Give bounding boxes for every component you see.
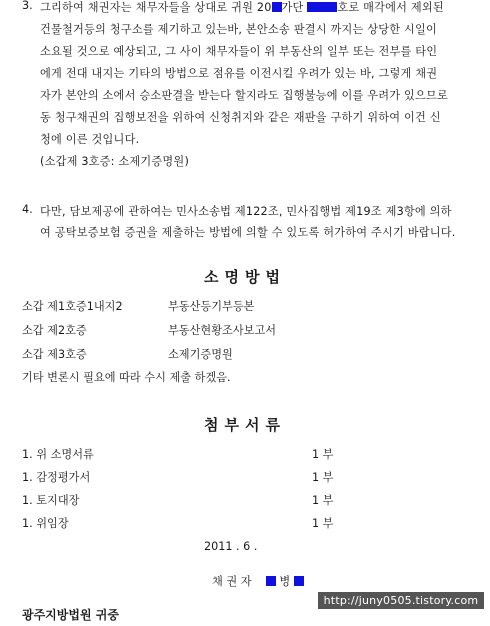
item-3-line-1 — [40, 0, 470, 15]
creditor-line — [212, 573, 304, 589]
item-3-number: 3. — [22, 0, 33, 12]
evidence-label: 소갑 제1호증1내지2 — [22, 300, 123, 313]
item-3-line-1-mid: 가단 — [281, 1, 304, 14]
item-3-evidence-note: (소갑제 3호증: 소제기증명원) — [40, 155, 190, 168]
creditor-label: 채 권 자 — [212, 575, 252, 588]
attachment-quantity: 1 부 — [312, 517, 334, 530]
evidence-label: 소갑 제2호증 — [22, 324, 87, 337]
item-4-line-2: 여 공탁보증보험 증권을 제출하는 방법에 의할 수 있도록 허가하여 주시기 바랍니다. — [40, 226, 456, 239]
attachment-quantity: 1 부 — [312, 471, 334, 484]
item-3-line-2: 건물철거등의 청구소를 제기하고 있는바, 본안소송 판결시 까지는 상당한 시일이 — [40, 23, 438, 36]
item-3-line-7: 청에 이른 것입니다. — [40, 133, 140, 146]
attachment-quantity: 1 부 — [312, 448, 334, 461]
attachment-item: 1. 위 소명서류 — [22, 448, 94, 461]
attachment-item: 1. 위임장 — [22, 517, 69, 530]
item-3-line-1-start: 그리하여 채권자는 채무자들을 상대로 귀원 20 — [40, 1, 272, 14]
blog-watermark: http://juny0505.tistory.com — [318, 592, 484, 609]
evidence-document: 소제기증명원 — [168, 348, 233, 361]
item-3-line-4: 에게 전대 내지는 기타의 방법으로 점유를 이전시킬 우려가 있는 바, 그렇게 채권 — [40, 67, 438, 80]
item-3-line-1-end: 호로 매각에서 제외된 — [337, 1, 444, 14]
attachment-quantity: 1 부 — [312, 494, 334, 507]
evidence-label: 소갑 제3호증 — [22, 348, 87, 361]
redaction-block — [272, 2, 282, 12]
item-3-line-6: 동 청구채권의 집행보전을 위하여 신청취지와 같은 재판을 구하기 위하여 이건 신 — [40, 111, 441, 124]
filing-date: 2011 . 6 . — [204, 540, 258, 553]
proof-note: 기타 변론시 필요에 따라 수시 제출 하겠음. — [22, 371, 231, 384]
attachment-item: 1. 토지대장 — [22, 494, 80, 507]
creditor-name-middle: 병 — [279, 575, 291, 588]
redaction-block — [266, 576, 276, 586]
redaction-block — [294, 576, 304, 586]
item-4-line-1: 다만, 담보제공에 관하여는 민사소송법 제122조, 민사집행법 제19조 제3항에 의하 — [40, 205, 452, 218]
item-4-number: 4. — [22, 203, 33, 216]
item-3-line-3: 소요될 것으로 예상되고, 그 사이 채무자들이 위 부동산의 일부 또는 전부를 타인 — [40, 45, 438, 58]
redaction-block — [307, 2, 337, 12]
evidence-document: 부동산현황조사보고서 — [168, 324, 277, 337]
attachments-heading: 첨부서류 — [204, 416, 286, 434]
court-addressee: 광주지방법원 귀중 — [22, 608, 119, 622]
item-3-line-5: 자가 본안의 소에서 승소판결을 받는다 할지라도 집행불능에 이를 우려가 있으므로 — [40, 89, 449, 102]
proof-heading: 소명방법 — [204, 268, 286, 286]
evidence-document: 부동산등기부등본 — [168, 300, 255, 313]
attachment-item: 1. 감정평가서 — [22, 471, 91, 484]
